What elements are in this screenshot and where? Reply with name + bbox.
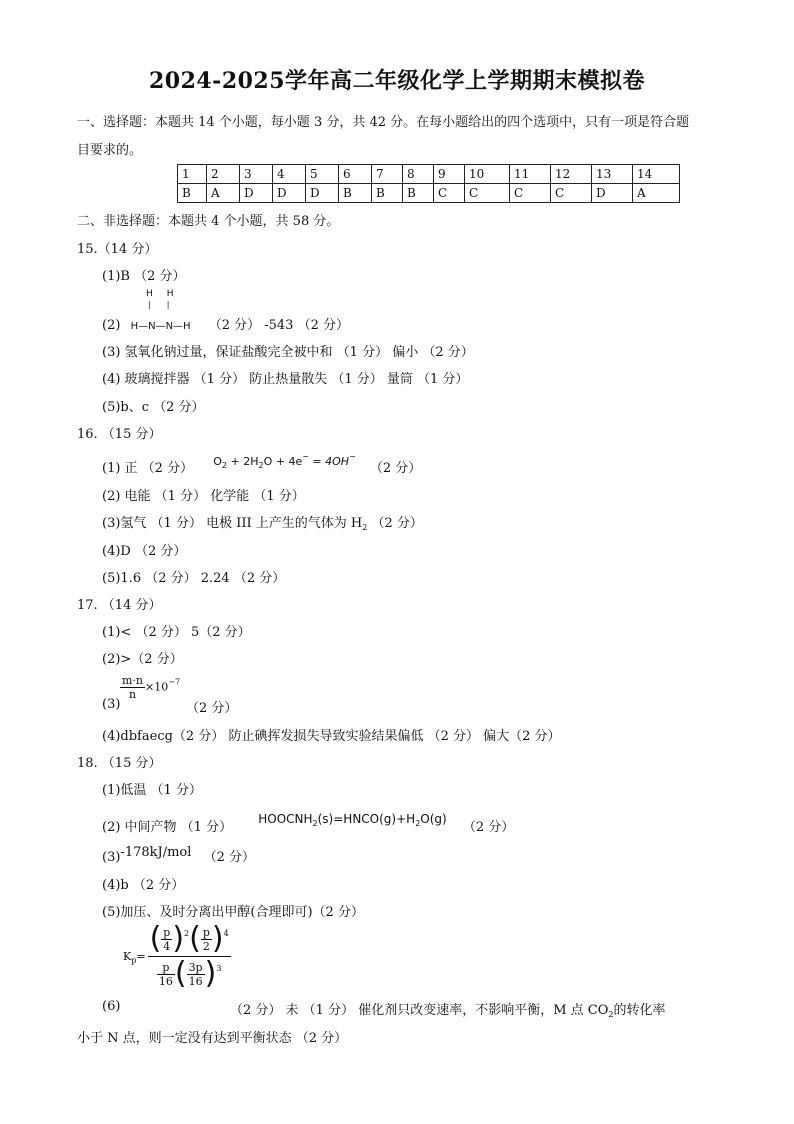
- q18-part6-label: (6): [102, 999, 121, 1014]
- q16-heading: 16. （15 分）: [77, 427, 162, 442]
- q15-heading: 15.（14 分）: [77, 242, 158, 257]
- answer-cell: D: [273, 184, 306, 203]
- page-title: 2024-2025学年高二年级化学上学期期末模拟卷: [148, 68, 646, 94]
- q18-heading: 18. （15 分）: [77, 756, 162, 771]
- q15-part4: (4) 玻璃搅拌器 （1 分） 防止热量散失 （1 分） 量筒 （1 分）: [102, 372, 469, 387]
- answer-table-number-row: [178, 165, 680, 184]
- q15-bonds: ||: [148, 300, 186, 309]
- answer-cell: B: [403, 184, 434, 203]
- q17-part3-score: （2 分）: [186, 701, 238, 716]
- question-number-cell: 14: [633, 165, 680, 184]
- answer-cell: C: [465, 184, 510, 203]
- q18-part3: (3)-178kJ/mol （2 分）: [102, 845, 255, 865]
- q16-part1: (1) 正 （2 分） $^{O_2 + 2H_2O + 4e^- = 4OH^-}$ （2 分）: [102, 452, 422, 476]
- q16-part2: (2) 电能 （1 分） 化学能 （1 分）: [102, 489, 305, 504]
- q18-part4: (4)b （2 分）: [102, 878, 185, 893]
- answer-cell: B: [339, 184, 372, 203]
- q15-part5: (5)b、c （2 分）: [102, 400, 205, 415]
- question-number-cell: 7: [372, 165, 403, 184]
- answer-table: [177, 164, 680, 203]
- kp-expression: $K_p=$ ( $\frac{p}{4}$ )$^2$( $\frac{p}{2}$ )$^4$ $\frac{p}{16}$ ( $\frac{3p}{16}$ )$^3$: [123, 921, 229, 991]
- q16-part5: (5)1.6 （2 分） 2.24 （2 分）: [102, 571, 286, 586]
- question-number-cell: 12: [551, 165, 592, 184]
- answer-cell: D: [306, 184, 339, 203]
- question-number-cell: 8: [403, 165, 434, 184]
- answer-cell: A: [633, 184, 680, 203]
- answer-cell: C: [434, 184, 465, 203]
- q15-part2: (2) H—N—N—H （2 分） -543 （2 分）: [102, 318, 349, 333]
- answer-cell: D: [240, 184, 273, 203]
- q15-h-atoms: HH: [146, 289, 188, 299]
- section2-instructions: 二、非选择题：本题共 4 个小题，共 58 分。: [77, 214, 340, 229]
- q17-part1: (1)< （2 分） 5（2 分）: [102, 625, 251, 640]
- decomposition-equation: $HOOCNH_2(s)=HNCO(g)+H_2O(g)$: [258, 812, 447, 828]
- answer-cell: C: [510, 184, 551, 203]
- q15-part3: (3) 氢氧化钠过量，保证盐酸完全被中和 （1 分） 偏小 （2 分）: [102, 345, 474, 360]
- answer-cell: C: [551, 184, 592, 203]
- answer-cell: B: [178, 184, 207, 203]
- question-number-cell: 11: [510, 165, 551, 184]
- q18-part6-line2: 小于 N 点，则一定没有达到平衡状态 （2 分）: [77, 1031, 348, 1046]
- answer-table-answer-row: [178, 184, 680, 203]
- answer-cell: B: [372, 184, 403, 203]
- q18-part1: (1)低温 （1 分）: [102, 783, 202, 798]
- question-number-cell: 5: [306, 165, 339, 184]
- q18-part2: (2) 中间产物 （1 分） $HOOCNH_2(s)=HNCO(g)+H_2O(g)$ （2 分）: [102, 812, 515, 835]
- q17-part3-label: (3): [102, 697, 121, 712]
- q18-part6-line1: （2 分） 未 （1 分） 催化剂只改变速率，不影响平衡，M 点 $CO_2$的转化率: [230, 1003, 666, 1019]
- question-number-cell: 13: [592, 165, 633, 184]
- oxygen-reduction-equation: O2 + 2H2O + 4e− = 4OH−: [213, 452, 356, 470]
- q17-fraction: $\frac{m\cdot n}{n}$ $\times 10^{-7}$: [122, 674, 181, 701]
- q16-part3: (3)氢气 （1 分） 电极 III 上产生的气体为 $H_2$ （2 分）: [102, 516, 423, 532]
- q18-part5: (5)加压、及时分离出甲醇(合理即可)（2 分）: [102, 905, 364, 920]
- question-number-cell: 1: [178, 165, 207, 184]
- q17-part2: (2)>（2 分）: [102, 652, 183, 667]
- section1-instructions-cont: 目要求的。: [77, 143, 143, 158]
- answer-cell: D: [592, 184, 633, 203]
- answer-cell: A: [207, 184, 240, 203]
- q16-part4: (4)D （2 分）: [102, 544, 187, 559]
- question-number-cell: 3: [240, 165, 273, 184]
- question-number-cell: 2: [207, 165, 240, 184]
- q15-part1: (1)B （2 分）: [102, 269, 186, 284]
- question-number-cell: 9: [434, 165, 465, 184]
- question-number-cell: 6: [339, 165, 372, 184]
- section1-instructions: 一、选择题：本题共 14 个小题，每小题 3 分，共 42 分。在每小题给出的四个选项中，只有一项是符合题: [77, 115, 690, 130]
- q17-part4: (4)dbfaecg（2 分） 防止碘挥发损失导致实验结果偏低 （2 分） 偏大（2 分）: [102, 729, 561, 744]
- question-number-cell: 4: [273, 165, 306, 184]
- hydrazine-structure: H—N—N—H: [130, 321, 191, 332]
- question-number-cell: 10: [465, 165, 510, 184]
- q17-heading: 17. （14 分）: [77, 598, 162, 613]
